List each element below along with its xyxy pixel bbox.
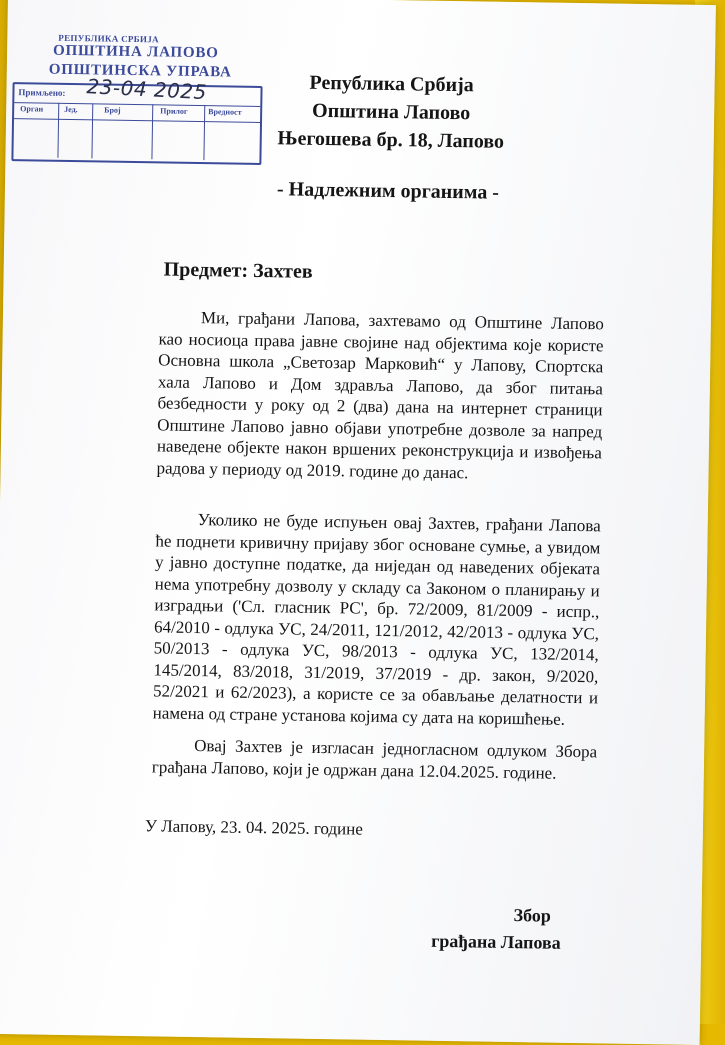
letter-header: [266, 68, 517, 156]
stamp-country-text: РЕПУБЛИКА СРБИЈА: [58, 32, 159, 45]
subject-line: Предмет: Захтев: [163, 258, 313, 283]
paragraph-2-text: Уколико не буде испуњен овај Захтев, грађани Лапова ће поднети кривичну пријаву због основане сумње, а увидом у јавно доступне податке, да нијeдан од наведених објеката нема употребну дозволу у складу са Законом о планирању и изградњи ('Сл. гласник РС', бр. 72/2009, 81/2009 - испр., 64/2010 - одлука УС, 24/2011, 121/2012, 42/2013 - одлука УС, 50/2013 - одлука УС, 98/2013 - одлука УС, 132/2014, 145/2014, 83/2018, 31/2019, 37/2019 - др. закон, 9/2020, 52/2021 и 62/2023), а користе се за обављање делатности и намена од стране установа којима су дата на коришћење.: [152, 510, 601, 729]
signature-line-1: Збор: [513, 905, 552, 926]
stamp-column-divider: [203, 105, 205, 160]
stamp-column-label: Јед.: [64, 104, 78, 115]
body-paragraph-1: [156, 306, 604, 485]
stamp-handwritten-date: 23-04 2025: [85, 74, 208, 105]
stamp-table: [11, 74, 262, 165]
stamp-administration-text: ОПШТИНСКА УПРАВА: [48, 61, 232, 81]
body-paragraph-2: [153, 508, 601, 730]
paragraph-3-text: Овај Захтев је изгласан једногласном одлуком Збора грађана Лапово, који је одржан дана 12.04.2025. године.: [151, 736, 598, 783]
stamp-column-divider: [151, 104, 153, 159]
body-paragraph-3: [152, 734, 598, 784]
stamp-column-label: Број: [104, 105, 121, 115]
header-address: Његошева бр. 18, Лапово: [277, 127, 505, 153]
stamp-column-label: Прилог: [160, 106, 188, 116]
header-municipality: Општина Лапово: [311, 99, 471, 125]
addressee-line: - Надлежним органима -: [276, 178, 500, 204]
reception-stamp: [13, 32, 261, 117]
stamp-column-divider: [57, 103, 59, 158]
signature-line-2: грађана Лапова: [431, 930, 561, 953]
stamp-column-label: Орган: [20, 104, 44, 114]
place-and-date: У Лапову, 23. 04. 2025. године: [144, 816, 364, 839]
stamp-column-label: Вредност: [208, 107, 242, 117]
stamp-received-label: Примљено:: [18, 87, 66, 98]
stamp-column-divider: [91, 103, 93, 158]
header-country: Република Србија: [309, 71, 474, 97]
stamp-municipality-text: ОПШТИНА ЛАПОВО: [52, 42, 219, 62]
paragraph-1-text: Ми, грађани Лапова, захтевамо од Општине Лапово као носиоца права јавне својине над објектима које користе Основна школа „Светозар Марковић“ у Лапову, Спортска хала Лапово и Дом здравља Лапово, да због питања безбедности у року од 2 (два) дана на интернет страници Општине Лапово јавно објави употребне дозволе за напред наведене објекте након вршених реконструкција и извођења радова у периоду од 2019. године до данас.: [156, 308, 605, 482]
